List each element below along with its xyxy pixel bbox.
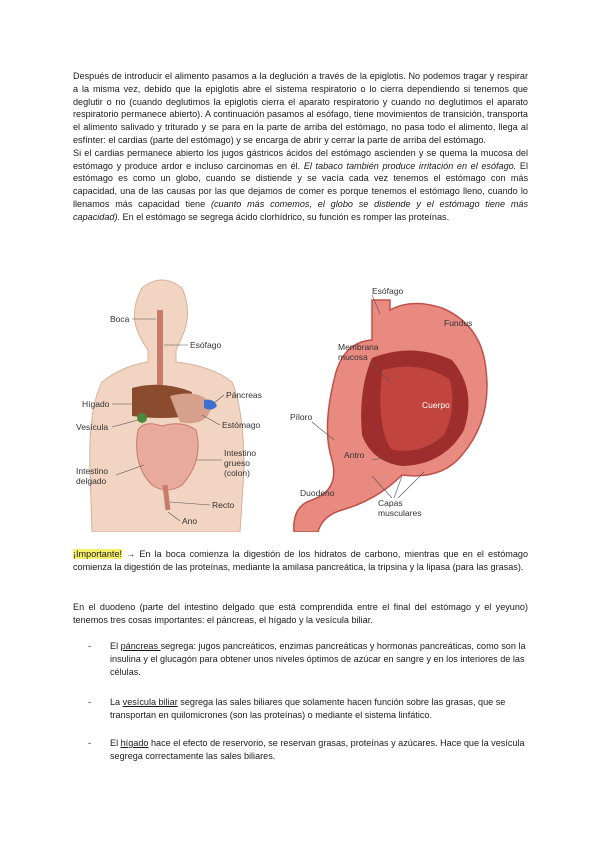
- intro-italic-2: (cuanto más comemos, el globo se distiende y el estómago tiene más capacidad).: [73, 198, 528, 222]
- arrow-icon: →: [126, 549, 136, 559]
- duodeno-paragraph: [73, 601, 528, 627]
- label-estomago: Estómago: [222, 420, 261, 430]
- list-item-pre: El: [110, 641, 121, 651]
- intro-sentence-1: Después de introducir el alimento pasamos a la deglución a través de la epiglotis. No podemos tragar y respirar a la misma vez, debido que la epiglotis abre el sistema respiratorio o lo cierra dependiendo si tenemos que deglutir o no (cuando deglutimos la epiglotis cierra el aparato respiratorio y cuando no deglutimos el aparato respiratorio permanece abierto). A continuación pasamos al esófago, tiene movimientos de transición, transporta el alimento salivado y triturado y se para en la parte de arriba del estómago, no pasa todo el alimento, llega al esfínter: el cardias (parte del estómago) y se encarga de abrir y cerrar la parte de arriba del estómago.: [73, 71, 528, 145]
- label-membrana-2: mucosa: [338, 352, 368, 362]
- intro-paragraph: [73, 70, 528, 224]
- label-capas-2: musculares: [378, 508, 422, 518]
- label-intestino-delgado-1: Intestino: [76, 466, 109, 476]
- intro-sentence-4b: , su función es romper las proteínas.: [302, 211, 450, 222]
- list-dash: -: [88, 641, 92, 651]
- stomach-figure: [290, 286, 487, 532]
- label-intestino-grueso-2: grueso: [224, 458, 250, 468]
- list-dash: -: [88, 738, 92, 748]
- label-duodeno: Duodeno: [300, 488, 335, 498]
- intro-sentence-3: El estómago es como un globo, cuando se distiende y se vacía cada vez tenemos el estómago con más capacidad, una de las causas por las que dejamos de comer es porque tenemos el estómago lleno, cuando lo llenamos más capacidad tiene: [73, 160, 528, 209]
- label-membrana-1: Membrana: [338, 342, 379, 352]
- label-intestino-delgado-2: delgado: [76, 476, 107, 486]
- label-pancreas: Páncreas: [226, 390, 262, 400]
- label-capas-1: Capas: [378, 498, 403, 508]
- important-text: En la boca comienza la digestión de los hidratos de carbono, mientras que en el estómago comienza la digestión de las proteínas, mediante la amilasa pancreática, la tripsina y la lipasa (para las grasas).: [73, 549, 528, 572]
- important-paragraph: [73, 548, 528, 574]
- label-fundus: Fundus: [444, 318, 473, 328]
- list-item-text: segrega: jugos pancreáticos, enzimas pancreáticas y hormonas pancreáticas, como son la insulina y el glucagón para obtener unos niveles óptimos de azúcar en sangre y en los interiores de las células.: [110, 641, 526, 677]
- list-item-term: vesícula biliar: [122, 697, 178, 707]
- label-esofago: Esófago: [190, 340, 222, 350]
- label-higado: Hígado: [82, 399, 110, 409]
- label-recto: Recto: [212, 500, 235, 510]
- label-ano: Ano: [182, 516, 198, 526]
- label-antro: Antro: [344, 450, 365, 460]
- label-stomach-esofago: Esófago: [372, 286, 404, 296]
- list-item-term: hígado: [120, 738, 149, 748]
- gallbladder-shape: [137, 413, 147, 423]
- body-figure: [76, 280, 262, 532]
- list-item-text: hace el efecto de reservorio, se reservan grasas, proteínas y azúcares. Hace que la vesícula segrega correctamente las sales biliares.: [110, 738, 525, 761]
- label-boca: Boca: [110, 314, 130, 324]
- list-item-pre: El: [110, 738, 121, 748]
- duodeno-lead: En el duodeno: [73, 602, 140, 612]
- label-piloro: Píloro: [290, 412, 313, 422]
- intro-italic-1: El tabaco también produce irritación en el esófago.: [303, 160, 517, 171]
- label-cuerpo: Cuerpo: [422, 400, 450, 410]
- digestive-figures: [72, 270, 528, 532]
- list-dash: -: [88, 697, 92, 707]
- intro-sentence-4: En el estómago se segrega ácido clorhídrico: [120, 211, 302, 222]
- list-item-text: segrega las sales biliares que solamente hacen función sobre las grasas, que se transportan en quilomicrones (son las proteínas) o mediante el sistema linfático.: [110, 697, 506, 720]
- label-intestino-grueso-3: (colon): [224, 468, 250, 478]
- list-item-term: páncreas: [120, 641, 161, 651]
- important-tag: ¡Importante!: [73, 549, 123, 559]
- intro-sentence-2: Si el cardias permanece abierto los jugos gástricos ácidos del estómago ascienden y se quema la mucosa del estómago y produce ardor e incluso carcinomas en él.: [73, 147, 528, 171]
- list-item-pre: La: [110, 697, 123, 707]
- label-vesicula: Vesícula: [76, 422, 109, 432]
- duodeno-text: (parte del intestino delgado que está comprendida entre el final del estómago y el yeyuno) tenemos tres cosas importantes: el páncreas, el hígado y la vesícula biliar.: [73, 602, 529, 625]
- label-intestino-grueso-1: Intestino: [224, 448, 257, 458]
